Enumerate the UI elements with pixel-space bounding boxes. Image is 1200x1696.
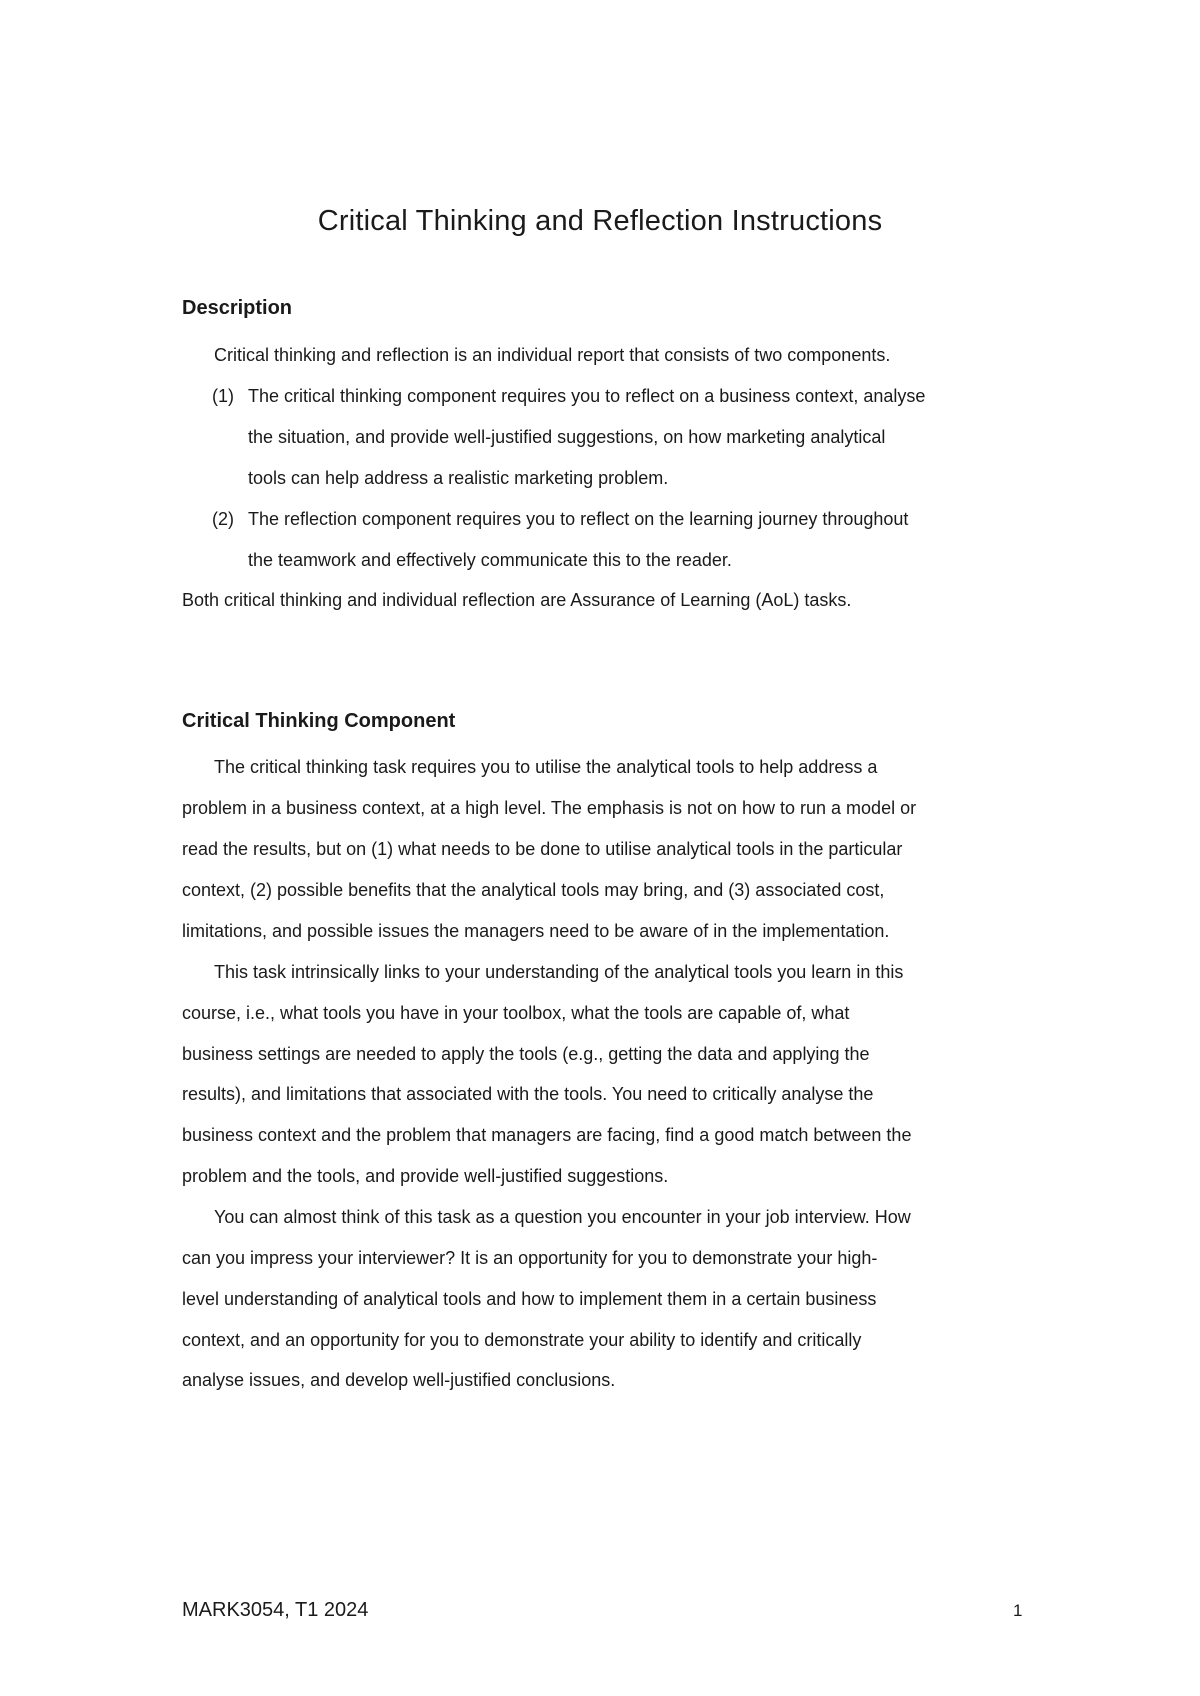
page-title: Critical Thinking and Reflection Instructions [317, 205, 883, 237]
paragraph-line: You can almost think of this task as a question you encounter in your job interview. How [214, 1207, 911, 1227]
paragraph-line: analyse issues, and develop well-justified conclusions. [182, 1370, 616, 1390]
paragraph-line: context, (2) possible benefits that the analytical tools may bring, and (3) associated cost, [182, 880, 885, 900]
list-item-text: the situation, and provide well-justified suggestions, on how marketing analytical [248, 427, 886, 447]
paragraph-line: results), and limitations that associated with the tools. You need to critically analyse the [182, 1084, 874, 1104]
list-item-text: the teamwork and effectively communicate this to the reader. [248, 550, 732, 570]
list-item-number: (2) [212, 509, 234, 529]
list-item-number: (1) [212, 386, 234, 406]
paragraph-line: can you impress your interviewer? It is an opportunity for you to demonstrate your high- [182, 1248, 878, 1268]
list-item [212, 385, 925, 407]
paragraph-line: problem in a business context, at a high level. The emphasis is not on how to run a model or [182, 798, 917, 818]
description-intro: Critical thinking and reflection is an individual report that consists of two components. [214, 345, 891, 365]
description-closing: Both critical thinking and individual reflection are Assurance of Learning (AoL) tasks. [182, 590, 852, 610]
critical-thinking-heading: Critical Thinking Component [182, 710, 456, 732]
paragraph-line: The critical thinking task requires you to utilise the analytical tools to help address a [214, 757, 878, 777]
list-item-text: The reflection component requires you to reflect on the learning journey throughout [248, 509, 909, 529]
paragraph-line: business context and the problem that managers are facing, find a good match between the [182, 1125, 912, 1145]
paragraph-line: business settings are needed to apply the tools (e.g., getting the data and applying the [182, 1044, 870, 1064]
paragraph-line: This task intrinsically links to your understanding of the analytical tools you learn in this [214, 962, 904, 982]
list-item [212, 508, 908, 530]
paragraph-line: limitations, and possible issues the managers need to be aware of in the implementation. [182, 921, 890, 941]
paragraph-line: read the results, but on (1) what needs to be done to utilise analytical tools in the particular [182, 839, 903, 859]
page-number: 1 [1013, 1601, 1023, 1620]
list-item-text: The critical thinking component requires you to reflect on a business context, analyse [248, 386, 926, 406]
footer-course-label: MARK3054, T1 2024 [182, 1599, 369, 1621]
description-heading: Description [182, 297, 293, 319]
paragraph-line: level understanding of analytical tools and how to implement them in a certain business [182, 1289, 877, 1309]
paragraph-line: course, i.e., what tools you have in your toolbox, what the tools are capable of, what [182, 1003, 850, 1023]
paragraph-line: problem and the tools, and provide well-justified suggestions. [182, 1166, 669, 1186]
list-item-text: tools can help address a realistic marketing problem. [248, 468, 669, 488]
paragraph-line: context, and an opportunity for you to demonstrate your ability to identify and critically [182, 1330, 862, 1350]
